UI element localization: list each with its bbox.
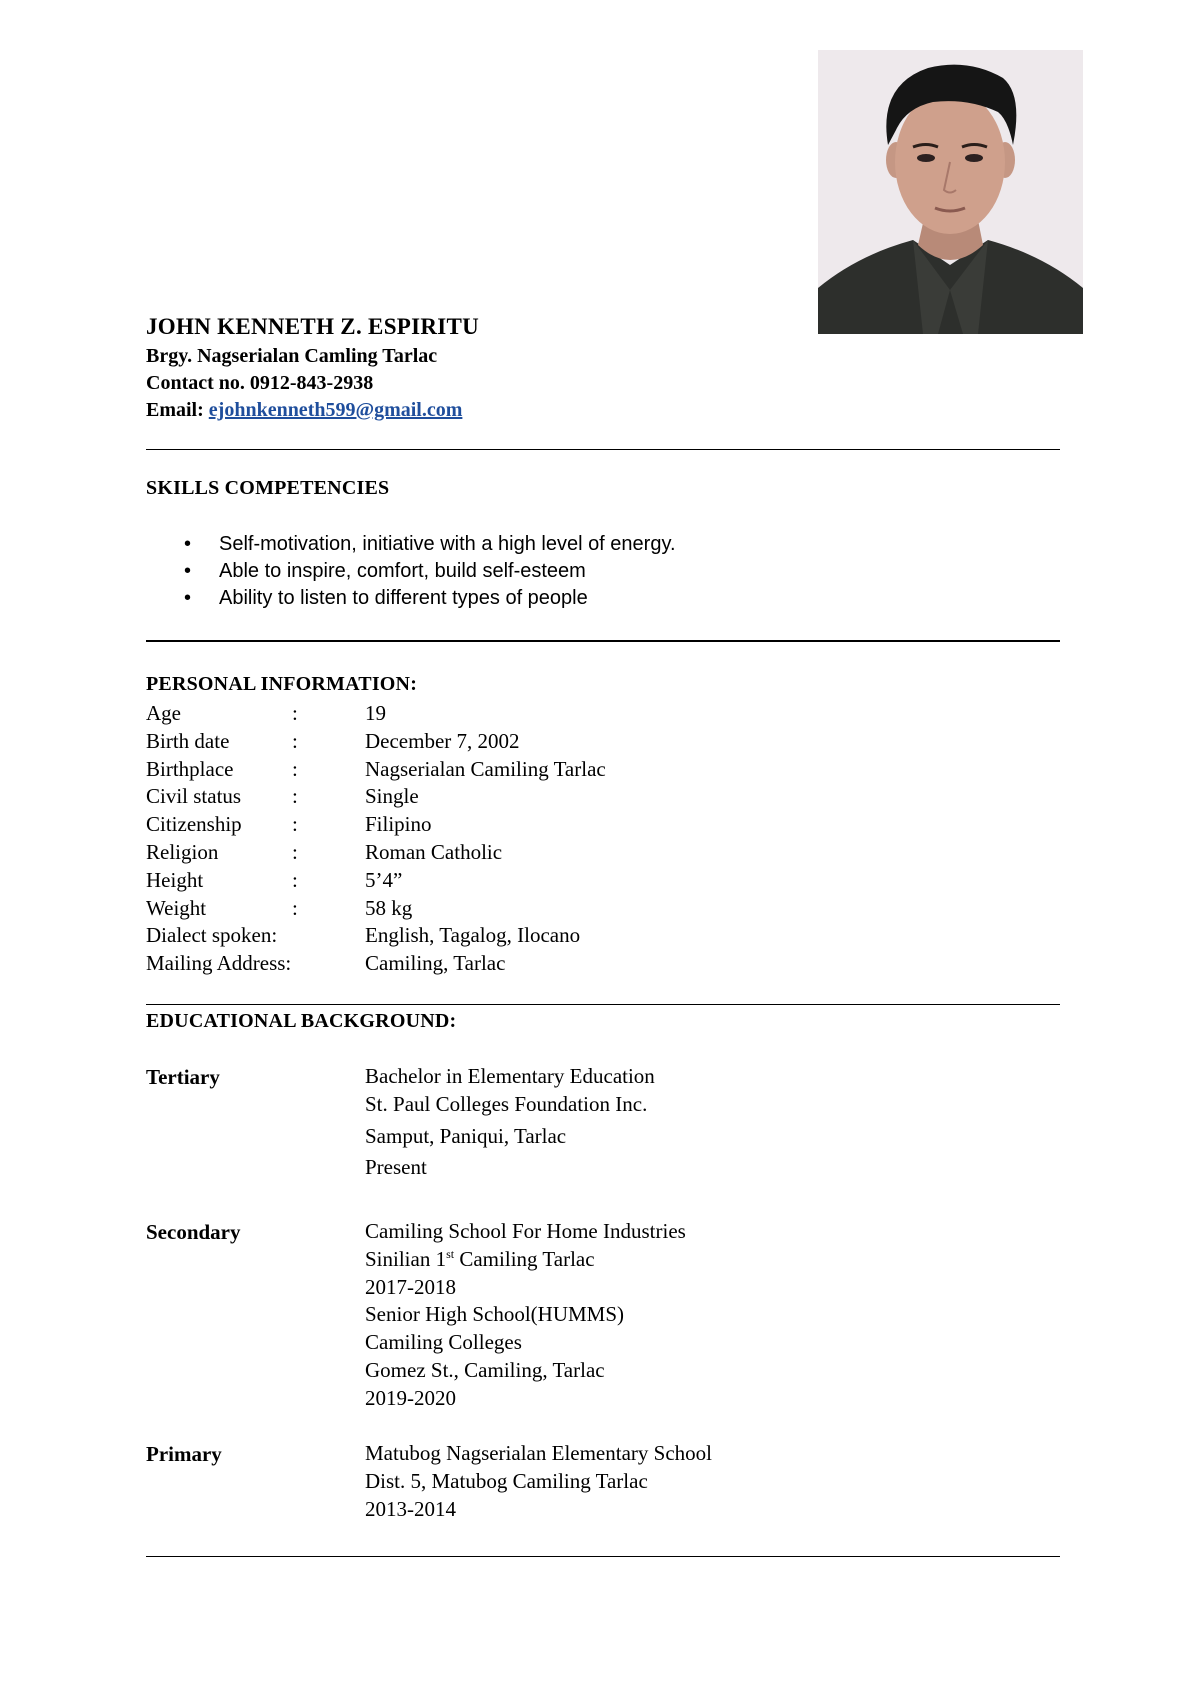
education-line: St. Paul Colleges Foundation Inc. [365, 1091, 648, 1116]
address-line: Brgy. Nagserialan Camling Tarlac [146, 345, 438, 367]
education-line: Present [365, 1155, 427, 1180]
info-colon: : [292, 701, 298, 725]
education-line: 2019-2020 [365, 1385, 456, 1410]
portrait-photo-icon [818, 50, 1083, 334]
info-value: Roman Catholic [365, 839, 503, 864]
education-level: Secondary [146, 1220, 241, 1244]
education-line: Matubog Nagserialan Elementary School [365, 1441, 712, 1465]
education-line: Samput, Paniqui, Tarlac [365, 1123, 567, 1148]
skill-item [146, 585, 676, 612]
education-line: Bachelor in Elementary Education [365, 1064, 655, 1088]
skill-text: Ability to listen to different types of people [219, 587, 588, 609]
info-label: Religion [146, 839, 219, 864]
divider [146, 1004, 1060, 1005]
info-label: Age [146, 701, 181, 725]
ordinal-rest: Camiling Tarlac [454, 1246, 595, 1271]
email-line [146, 397, 479, 424]
bullet-icon: • [184, 533, 192, 555]
info-value: Camiling, Tarlac [365, 951, 506, 976]
education-details [365, 1218, 686, 1413]
ordinal-suffix: st [446, 1246, 455, 1261]
info-colon: : [292, 895, 298, 920]
education-line: Gomez St., Camiling, Tarlac [365, 1357, 605, 1382]
info-label: Dialect spoken: [146, 923, 278, 948]
personal-info-title: PERSONAL INFORMATION: [146, 673, 418, 695]
education-line: 2013-2014 [365, 1496, 456, 1521]
skills-title: SKILLS COMPETENCIES [146, 477, 390, 499]
contact-header [146, 310, 479, 424]
ordinal-base: Sinilian 1 [365, 1246, 447, 1271]
divider [146, 1556, 1060, 1557]
info-label: Height [146, 867, 204, 892]
email-link[interactable]: ejohnkenneth599@gmail.com [208, 399, 463, 421]
info-value: Single [365, 784, 419, 809]
info-value: 19 [365, 701, 386, 725]
bullet-icon: • [184, 560, 192, 582]
education-line [365, 1246, 686, 1274]
info-value: Filipino [365, 812, 432, 837]
info-colon: : [292, 839, 298, 864]
info-value: 5’4” [365, 867, 403, 892]
education-line: Camiling School For Home Industries [365, 1219, 686, 1243]
info-label: Birth date [146, 728, 230, 753]
info-label: Mailing Address: [146, 951, 292, 976]
education-level: Tertiary [146, 1065, 220, 1089]
education-title: EDUCATIONAL BACKGROUND: [146, 1010, 457, 1032]
info-colon: : [292, 728, 298, 753]
education-line: 2017-2018 [365, 1274, 456, 1299]
contact-number-line: Contact no. 0912-843-2938 [146, 372, 374, 394]
info-colon: : [292, 756, 298, 781]
email-label: Email: [146, 399, 209, 421]
applicant-name: JOHN KENNETH Z. ESPIRITU [146, 314, 480, 339]
info-colon: : [292, 812, 298, 837]
skill-text: Able to inspire, comfort, build self-esteem [219, 560, 586, 582]
info-label: Birthplace [146, 756, 234, 781]
divider [146, 449, 1060, 450]
skill-item [146, 531, 676, 558]
education-details [365, 1440, 712, 1523]
info-value: Nagserialan Camiling Tarlac [365, 756, 606, 781]
info-value: 58 kg [365, 895, 413, 920]
education-line: Senior High School(HUMMS) [365, 1302, 625, 1327]
education-line: Dist. 5, Matubog Camiling Tarlac [365, 1468, 648, 1493]
info-value: December 7, 2002 [365, 728, 520, 753]
bullet-icon: • [184, 587, 192, 609]
divider [146, 640, 1060, 642]
skills-list [146, 531, 676, 612]
info-colon: : [292, 784, 298, 809]
education-line: Camiling Colleges [365, 1330, 522, 1355]
info-label: Civil status [146, 784, 242, 809]
skill-text: Self-motivation, initiative with a high level of energy. [219, 533, 676, 555]
skill-item [146, 558, 676, 585]
education-level: Primary [146, 1442, 222, 1466]
info-label: Weight [146, 895, 207, 920]
education-details [365, 1063, 655, 1182]
info-colon: : [292, 867, 298, 892]
profile-photo [818, 50, 1083, 334]
info-label: Citizenship [146, 812, 242, 837]
info-value: English, Tagalog, Ilocano [365, 923, 581, 948]
